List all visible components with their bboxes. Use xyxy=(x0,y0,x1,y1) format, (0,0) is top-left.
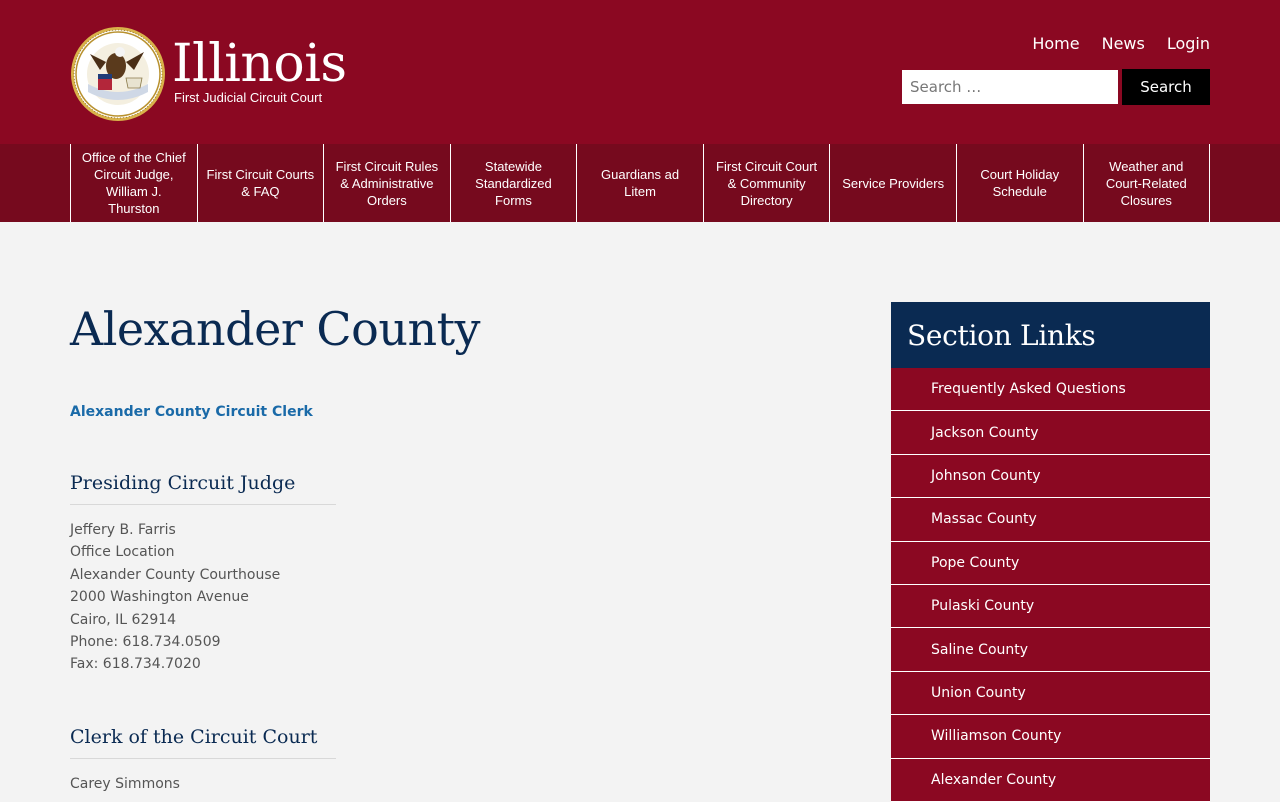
nav-weather-closures[interactable]: Weather and Court-Related Closures xyxy=(1084,144,1211,222)
clerk-heading: Clerk of the Circuit Court xyxy=(70,726,336,759)
nav-guardians-ad-litem[interactable]: Guardians ad Litem xyxy=(577,144,704,222)
top-links xyxy=(1032,34,1210,53)
sidebar-item-faq[interactable]: Frequently Asked Questions xyxy=(891,368,1210,411)
login-link[interactable]: Login xyxy=(1166,34,1210,53)
site-logo[interactable] xyxy=(70,26,347,122)
nav-rules-orders[interactable]: First Circuit Rules & Administrative Orders xyxy=(324,144,451,222)
nav-chief-judge-office[interactable]: Office of the Chief Circuit Judge, William J. Thurston xyxy=(71,144,198,222)
sidebar-item-pulaski[interactable]: Pulaski County xyxy=(891,585,1210,628)
clerk-name: Carey Simmons xyxy=(70,775,180,792)
phone-number: Phone: 618.734.0509 xyxy=(70,634,221,651)
sidebar-item-johnson[interactable]: Johnson County xyxy=(891,455,1210,498)
courthouse-name: Alexander County Courthouse xyxy=(70,566,281,583)
fax-number: Fax: 618.734.7020 xyxy=(70,656,201,673)
logo-subtitle: First Judicial Circuit Court xyxy=(174,90,323,105)
sidebar-item-union[interactable]: Union County xyxy=(891,672,1210,715)
nav-holiday-schedule[interactable]: Court Holiday Schedule xyxy=(957,144,1084,222)
sidebar-title: Section Links xyxy=(891,302,1210,368)
nav-courts-faq[interactable]: First Circuit Courts & FAQ xyxy=(198,144,325,222)
news-link[interactable]: News xyxy=(1101,34,1145,53)
clerk-contact-info xyxy=(70,773,790,795)
main-content xyxy=(70,222,790,795)
section-links-sidebar xyxy=(891,302,1210,802)
page-title: Alexander County xyxy=(70,302,481,356)
nav-community-directory[interactable]: First Circuit Court & Community Directory xyxy=(704,144,831,222)
city-state-zip: Cairo, IL 62914 xyxy=(70,611,177,628)
sidebar-item-massac[interactable]: Massac County xyxy=(891,498,1210,541)
sidebar-item-jackson[interactable]: Jackson County xyxy=(891,411,1210,454)
site-header xyxy=(0,0,1280,144)
street-address: 2000 Washington Avenue xyxy=(70,589,249,606)
home-link[interactable]: Home xyxy=(1032,34,1080,53)
sidebar-item-alexander[interactable]: Alexander County xyxy=(891,759,1210,802)
sidebar-item-pope[interactable]: Pope County xyxy=(891,542,1210,585)
judge-name: Jeffery B. Farris xyxy=(70,522,176,538)
main-nav xyxy=(0,144,1280,222)
office-location-label: Office Location xyxy=(70,544,175,561)
state-seal-icon xyxy=(70,26,166,122)
nav-standardized-forms[interactable]: Statewide Standardized Forms xyxy=(451,144,578,222)
search-button[interactable]: Search xyxy=(1122,69,1210,105)
search-input[interactable] xyxy=(902,70,1118,104)
sidebar-item-williamson[interactable]: Williamson County xyxy=(891,715,1210,758)
circuit-clerk-link[interactable]: Alexander County Circuit Clerk xyxy=(70,404,313,420)
nav-service-providers[interactable]: Service Providers xyxy=(830,144,957,222)
logo-title: Illinois xyxy=(172,34,347,94)
presiding-judge-heading: Presiding Circuit Judge xyxy=(70,472,336,505)
judge-contact-info xyxy=(70,519,790,676)
sidebar-item-saline[interactable]: Saline County xyxy=(891,628,1210,671)
search-form xyxy=(902,70,1210,105)
